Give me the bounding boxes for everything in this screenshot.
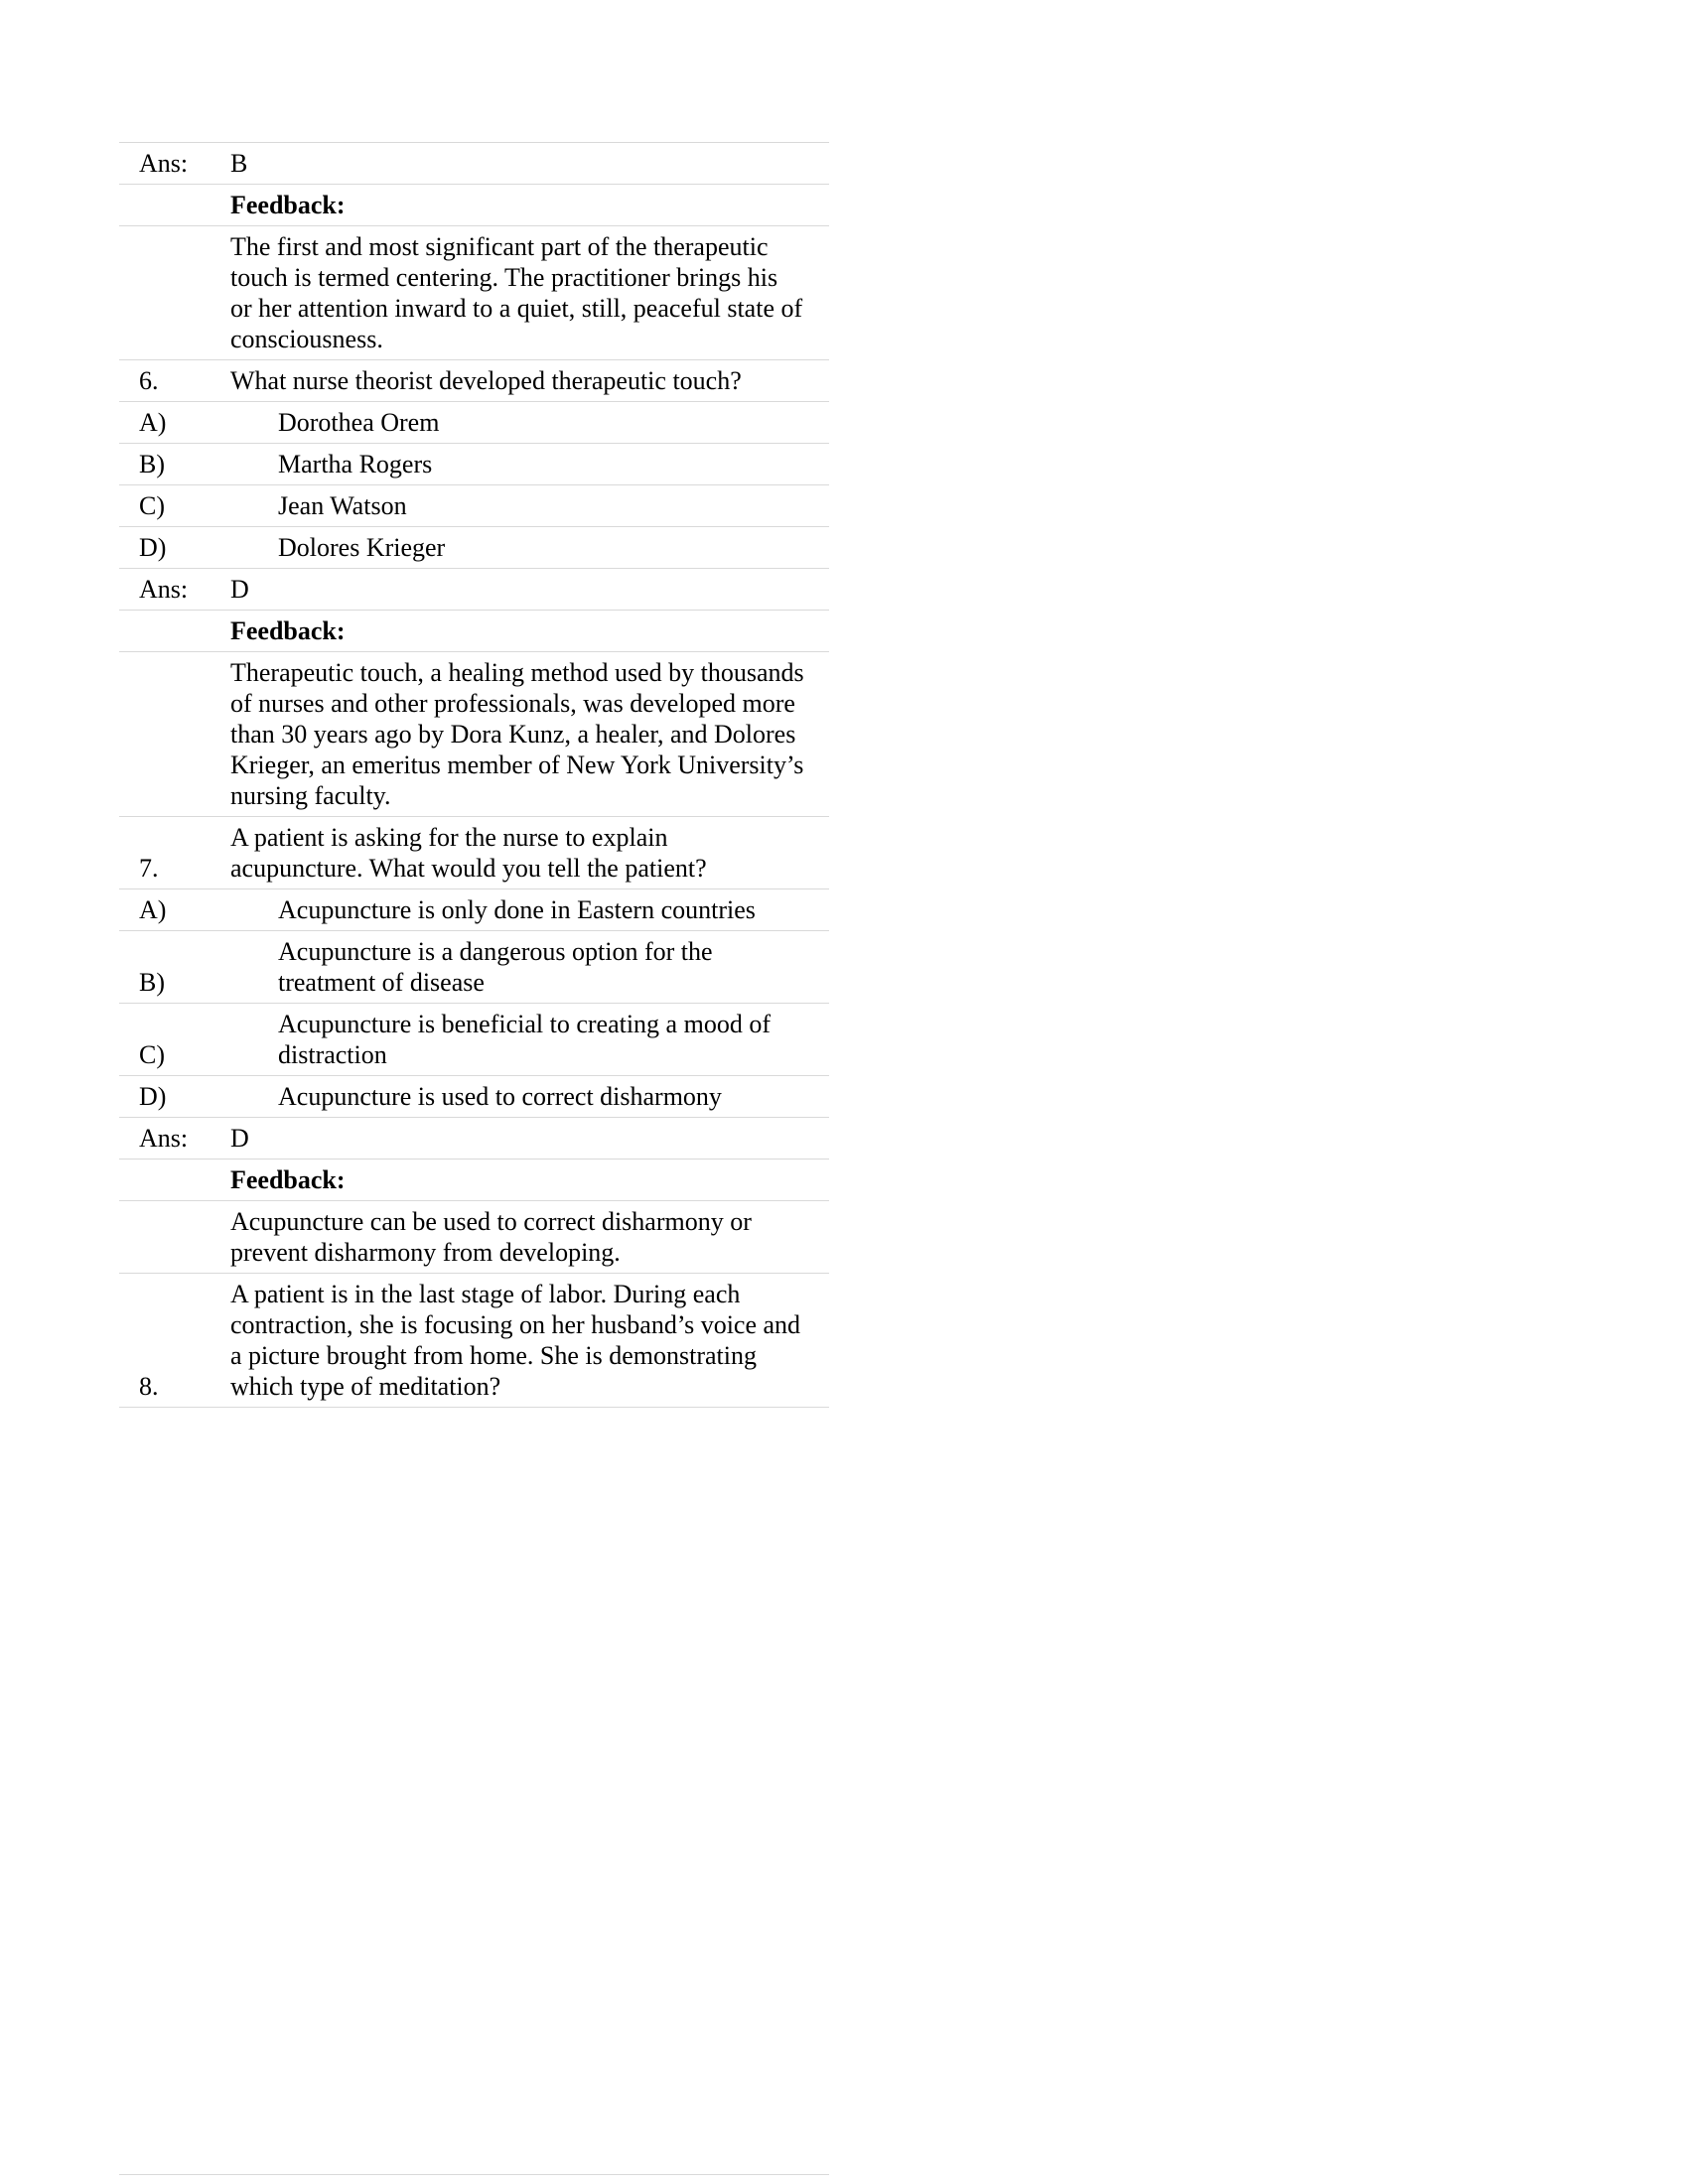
table-row	[119, 1076, 829, 1118]
table-row	[119, 402, 829, 444]
row-text: B	[230, 149, 248, 178]
row-label: A)	[139, 408, 167, 437]
row-text: D	[230, 1124, 249, 1153]
row-text: Jean Watson	[278, 491, 407, 520]
row-text: What nurse theorist developed therapeutic touch?	[230, 366, 742, 395]
table-row	[119, 569, 829, 611]
row-text: D	[230, 575, 249, 604]
table-row	[119, 360, 829, 402]
table-row	[119, 185, 829, 226]
row-text: The first and most significant part of the therapeutic touch is termed centering. The practitioner brings his or her attention inward to a quiet, still, peaceful state of consciousness.	[230, 232, 803, 353]
table-row	[119, 817, 829, 889]
row-text: Dolores Krieger	[278, 533, 446, 562]
table-row	[119, 143, 829, 185]
row-text: Dorothea Orem	[278, 408, 440, 437]
row-label: A)	[139, 895, 167, 924]
row-label: C)	[139, 1040, 165, 1069]
row-text: Acupuncture is used to correct disharmony	[278, 1082, 722, 1111]
row-text: Acupuncture is beneficial to creating a mood of distraction	[278, 1010, 771, 1069]
table-row	[119, 1201, 829, 1274]
table-row	[119, 889, 829, 931]
row-text: Martha Rogers	[278, 450, 433, 478]
row-text: Feedback:	[230, 191, 346, 219]
table-row	[119, 444, 829, 485]
row-text: Feedback:	[230, 1165, 346, 1194]
row-label	[119, 1160, 228, 1201]
qa-table	[119, 142, 829, 1408]
row-label	[119, 611, 228, 652]
row-text: Therapeutic touch, a healing method used by thousands of nurses and other professionals, was developed more than 30 years ago by Dora Kunz, a healer, and Dolores Krieger, an emeritus member of New York University’s nursing faculty.	[230, 658, 804, 810]
row-label: Ans:	[139, 575, 189, 604]
table-row	[119, 931, 829, 1004]
row-text: Feedback:	[230, 616, 346, 645]
row-label: Ans:	[139, 1124, 189, 1153]
row-label	[119, 652, 228, 817]
table-row	[119, 1274, 829, 1408]
document-page	[119, 142, 829, 1408]
row-label: Ans:	[139, 149, 189, 178]
row-label: B)	[139, 968, 165, 997]
table-row	[119, 226, 829, 360]
table-row	[119, 611, 829, 652]
qa-table-body	[119, 143, 829, 1408]
row-label: D)	[139, 533, 167, 562]
row-label	[119, 185, 228, 226]
row-text: Acupuncture is only done in Eastern countries	[278, 895, 756, 924]
table-row	[119, 1118, 829, 1160]
row-label: C)	[139, 491, 165, 520]
row-label: 8.	[139, 1372, 159, 1401]
row-text: Acupuncture can be used to correct disharmony or prevent disharmony from developing.	[230, 1207, 752, 1267]
row-label: 6.	[139, 366, 159, 395]
table-row	[119, 527, 829, 569]
table-row	[119, 1160, 829, 1201]
row-label: 7.	[139, 854, 159, 883]
row-label	[119, 1201, 228, 1274]
table-row	[119, 652, 829, 817]
row-text: A patient is asking for the nurse to explain acupuncture. What would you tell the patient?	[230, 823, 707, 883]
table-row	[119, 1004, 829, 1076]
row-text: Acupuncture is a dangerous option for the treatment of disease	[278, 937, 713, 997]
page-bottom-rule	[119, 2174, 829, 2175]
row-label: D)	[139, 1082, 167, 1111]
row-text: A patient is in the last stage of labor. During each contraction, she is focusing on her husband’s voice and a picture brought from home. She is demonstrating which type of meditation?	[230, 1280, 801, 1401]
row-label	[119, 226, 228, 360]
row-label: B)	[139, 450, 165, 478]
table-row	[119, 485, 829, 527]
